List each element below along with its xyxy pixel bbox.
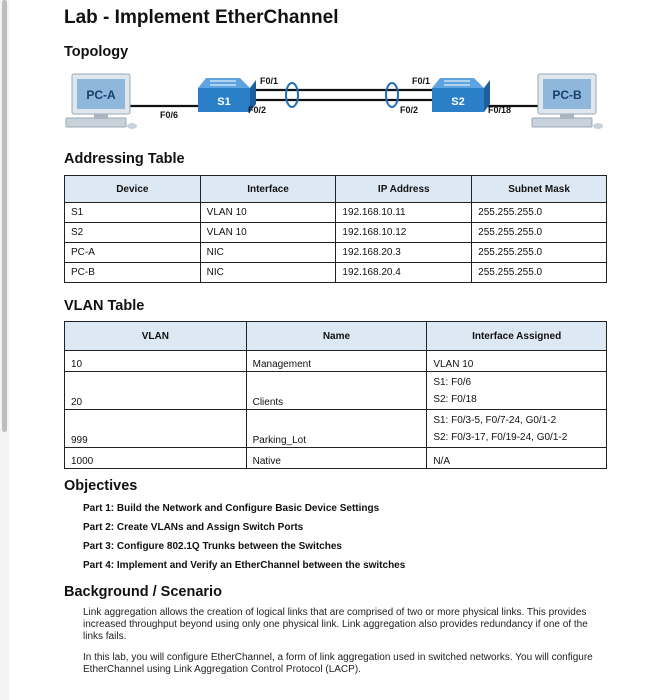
objective-item: Part 1: Build the Network and Configure Basic Device Settings bbox=[83, 503, 380, 514]
topology-diagram bbox=[60, 66, 620, 150]
etherchannel-s1-icon bbox=[286, 83, 298, 107]
header-interface-assigned: Interface Assigned bbox=[427, 322, 607, 351]
table-row bbox=[65, 372, 607, 410]
cell-ip: 192.168.10.12 bbox=[336, 223, 472, 243]
port-label-s2-f01: F0/1 bbox=[412, 76, 431, 86]
s1-label: S1 bbox=[217, 96, 231, 108]
page-title: Lab - Implement EtherChannel bbox=[64, 7, 339, 28]
header-interface: Interface bbox=[200, 176, 336, 203]
table-row bbox=[65, 223, 607, 243]
cell-ip: 192.168.10.11 bbox=[336, 203, 472, 223]
cell-ip: 192.168.20.4 bbox=[336, 263, 472, 283]
cell-name: Clients bbox=[246, 372, 427, 410]
table-row bbox=[65, 263, 607, 283]
objective-item: Part 4: Implement and Verify an EtherChannel between the switches bbox=[83, 560, 406, 571]
addressing-heading: Addressing Table bbox=[64, 151, 185, 167]
cell-vlan: 20 bbox=[65, 372, 247, 410]
cell-mask: 255.255.255.0 bbox=[472, 203, 607, 223]
iface-line: S2: F0/18 bbox=[433, 394, 477, 405]
cell-name: Native bbox=[246, 448, 427, 469]
port-label-s1-f02: F0/2 bbox=[248, 105, 267, 115]
pc-a-label: PC-A bbox=[86, 88, 116, 102]
cell-ip: 192.168.20.3 bbox=[336, 243, 472, 263]
table-row bbox=[65, 410, 607, 448]
table-row bbox=[65, 203, 607, 223]
cell-vlan: 999 bbox=[65, 410, 247, 448]
cell-device: PC-A bbox=[65, 243, 201, 263]
etherchannel-s2-icon bbox=[386, 83, 398, 107]
cell-vlan: 10 bbox=[65, 351, 247, 372]
vlan-table bbox=[64, 321, 607, 469]
topology-heading: Topology bbox=[64, 44, 129, 60]
port-label-s1-f06: F0/6 bbox=[160, 110, 179, 120]
table-row bbox=[65, 448, 607, 469]
cell-device: S1 bbox=[65, 203, 201, 223]
cell-name: Parking_Lot bbox=[246, 410, 427, 448]
vlan-heading: VLAN Table bbox=[64, 298, 145, 314]
table-header-row bbox=[65, 322, 607, 351]
cell-interface: VLAN 10 bbox=[200, 223, 336, 243]
s2-label: S2 bbox=[451, 96, 465, 108]
cell-device: S2 bbox=[65, 223, 201, 243]
header-ip-address: IP Address bbox=[336, 176, 472, 203]
table-row bbox=[65, 351, 607, 372]
cell-interface: VLAN 10 bbox=[200, 203, 336, 223]
table-header-row bbox=[65, 176, 607, 203]
cell-iface: N/A bbox=[427, 448, 607, 469]
cell-iface bbox=[427, 410, 607, 448]
port-label-s1-f01: F0/1 bbox=[260, 76, 279, 86]
header-name: Name bbox=[246, 322, 427, 351]
cell-mask: 255.255.255.0 bbox=[472, 243, 607, 263]
background-paragraph: Link aggregation allows the creation of logical links that are comprised of two or more physical links. This provides increased throughput beyond using only one physical link. Link aggregation also provides redundancy if one of the links fails. bbox=[83, 607, 588, 642]
background-paragraph: In this lab, you will configure EtherChannel, a form of link aggregation used in switched networks. You will configure EtherChannel using Link Aggregation Control Protocol (LACP). bbox=[83, 652, 593, 675]
cell-vlan: 1000 bbox=[65, 448, 247, 469]
objective-item: Part 2: Create VLANs and Assign Switch Ports bbox=[83, 522, 304, 533]
iface-line: S1: F0/6 bbox=[433, 377, 472, 388]
objective-item: Part 3: Configure 802.1Q Trunks between the Switches bbox=[83, 541, 342, 552]
cell-mask: 255.255.255.0 bbox=[472, 223, 607, 243]
port-label-s2-f02: F0/2 bbox=[400, 105, 419, 115]
cell-mask: 255.255.255.0 bbox=[472, 263, 607, 283]
header-subnet-mask: Subnet Mask bbox=[472, 176, 607, 203]
objectives-heading: Objectives bbox=[64, 478, 138, 494]
iface-line: S2: F0/3-17, F0/19-24, G0/1-2 bbox=[433, 432, 568, 443]
pc-b-label: PC-B bbox=[552, 88, 582, 102]
header-device: Device bbox=[65, 176, 201, 203]
port-label-s2-f018: F0/18 bbox=[488, 105, 512, 115]
cell-iface: VLAN 10 bbox=[427, 351, 607, 372]
background-heading: Background / Scenario bbox=[64, 584, 222, 600]
addressing-table bbox=[64, 175, 607, 283]
cell-interface: NIC bbox=[200, 263, 336, 283]
header-vlan: VLAN bbox=[65, 322, 247, 351]
table-row bbox=[65, 243, 607, 263]
cell-device: PC-B bbox=[65, 263, 201, 283]
cell-interface: NIC bbox=[200, 243, 336, 263]
iface-line: S1: F0/3-5, F0/7-24, G0/1-2 bbox=[433, 415, 557, 426]
cell-name: Management bbox=[246, 351, 427, 372]
cell-iface bbox=[427, 372, 607, 410]
